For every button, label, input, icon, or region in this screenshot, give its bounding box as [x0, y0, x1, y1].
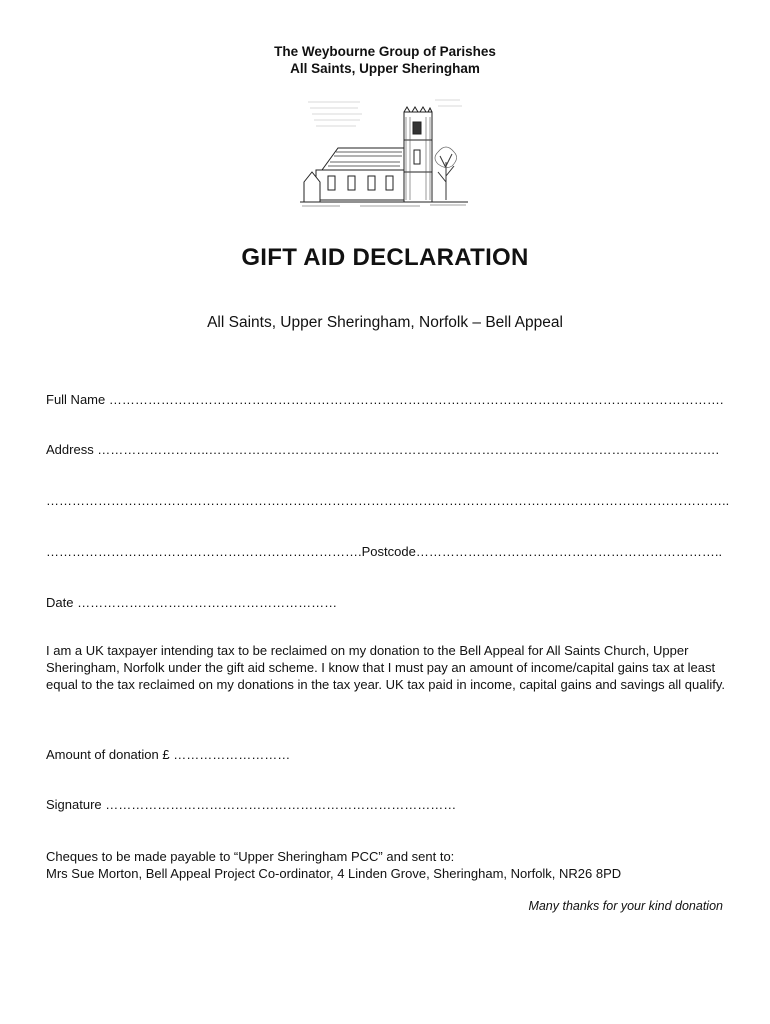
parish-header — [0, 43, 770, 77]
declaration-text: I am a UK taxpayer intending tax to be reclaimed on my donation to the Bell Appeal for All Saints Church, Upper Sheringham, Norfolk under the gift aid scheme. I know that I must pay an amount of income/capital gains tax at least equal to the tax reclaimed on my donations in the tax year. UK tax paid in income, capital gains and savings all qualify. — [46, 643, 726, 692]
cheque-instructions — [46, 848, 736, 882]
donation-amount-field[interactable]: Amount of donation £ ……………………… — [46, 747, 291, 762]
address-field-line-2[interactable]: ………………………………………………………………………………………………………………………………………….. — [46, 493, 730, 508]
signature-field[interactable]: Signature ……………………………………………………………………… — [46, 797, 457, 812]
thanks-note: Many thanks for your kind donation — [528, 899, 723, 913]
address-field-line-3[interactable]: ………………………………………………………………. — [46, 544, 362, 559]
cheque-address-line: Mrs Sue Morton, Bell Appeal Project Co-ordinator, 4 Linden Grove, Sheringham, Norfolk, NR26 8PD — [46, 866, 622, 881]
postcode-field[interactable]: …………………………………………………………….. — [415, 544, 723, 559]
cheque-payable-line: Cheques to be made payable to “Upper Sheringham PCC” and sent to: — [46, 849, 455, 864]
church-sketch-icon — [300, 92, 470, 212]
date-field[interactable]: Date …………………………………………………… — [46, 595, 338, 610]
parish-group-name: The Weybourne Group of Parishes — [274, 44, 496, 59]
full-name-field[interactable]: Full Name ……………………………………………………………………………………………………………………………. — [46, 392, 724, 407]
appeal-subtitle: All Saints, Upper Sheringham, Norfolk – Bell Appeal — [207, 314, 563, 331]
page-title: GIFT AID DECLARATION — [241, 244, 529, 271]
address-field-line-1[interactable]: Address ……………………..………………………………………………………………………………………………………. — [46, 442, 720, 457]
postcode-label: Postcode — [361, 544, 416, 559]
address-postcode-line — [46, 544, 722, 559]
church-name: All Saints, Upper Sheringham — [290, 61, 480, 76]
